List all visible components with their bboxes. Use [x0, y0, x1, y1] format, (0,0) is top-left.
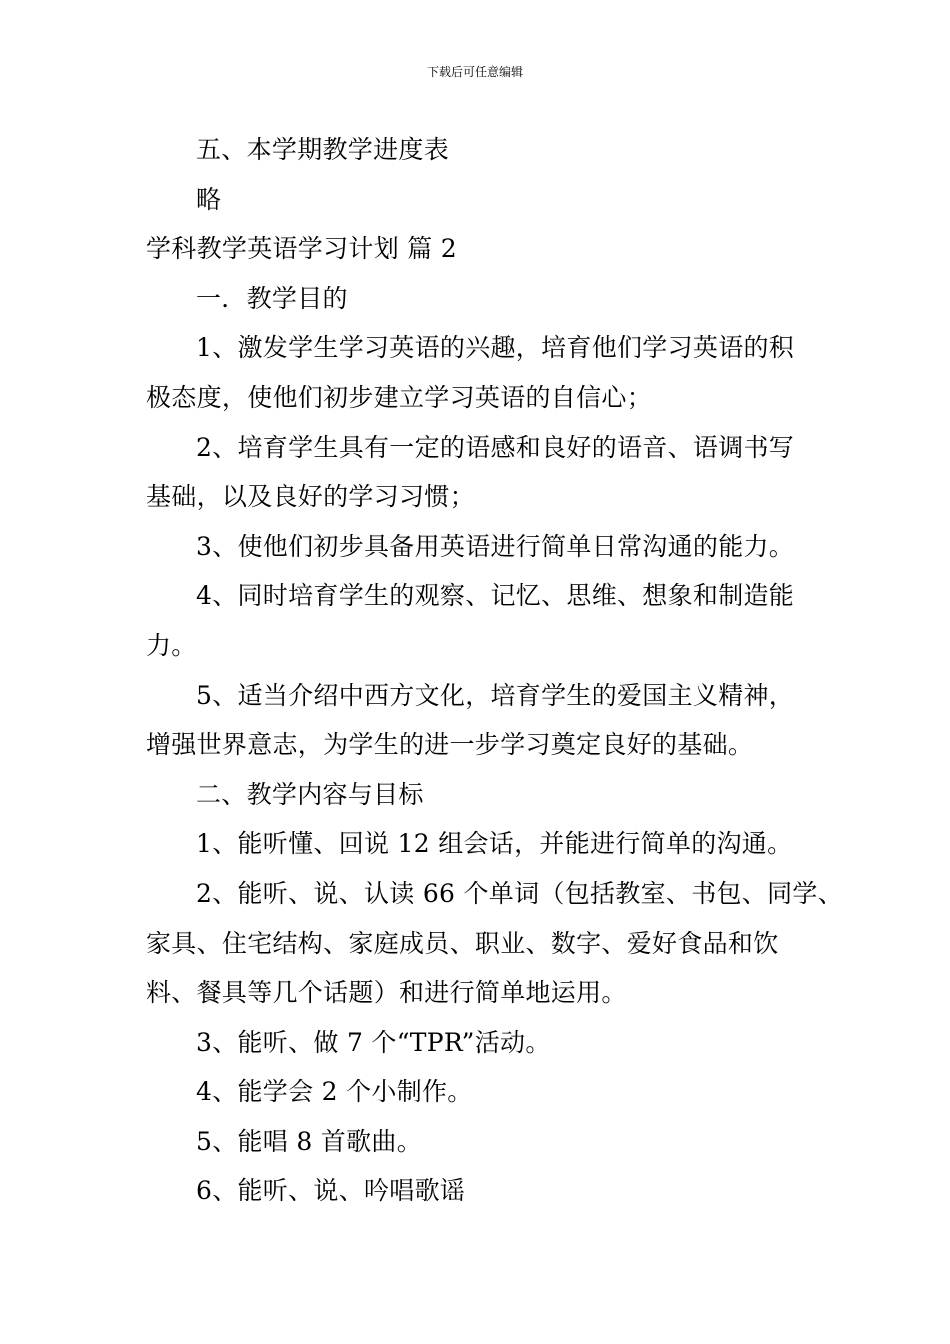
- paragraph-line: 1、激发学生学习英语的兴趣，培育他们学习英语的积: [196, 333, 795, 363]
- paragraph-line: 料、餐具等几个话题）和进行简单地运用。: [146, 978, 627, 1008]
- paragraph-line: 3、能听、做 7 个“TPR”活动。: [196, 1027, 551, 1057]
- paragraph-line: 4、同时培育学生的观察、记忆、思维、想象和制造能: [196, 581, 795, 611]
- section-heading-5: 五、本学期教学进度表: [196, 135, 450, 164]
- paragraph-line: 2、能听、说、认读 66 个单词（包括教室、书包、同学、: [196, 878, 844, 908]
- page-header-note: 下载后可任意编辑: [426, 65, 523, 79]
- paragraph-line: 极态度，使他们初步建立学习英语的自信心；: [146, 382, 653, 412]
- paragraph-line: 1、能听懂、回说 12 组会话，并能进行简单的沟通。: [196, 829, 793, 859]
- paragraph-line: 家具、住宅结构、家庭成员、职业、数字、爱好食品和饮: [146, 928, 779, 958]
- section-heading-2: 二、教学内容与目标: [196, 779, 424, 809]
- paragraph-line: 3、使他们初步具备用英语进行简单日常沟通的能力。: [196, 531, 795, 561]
- paragraph-line: 5、能唱 8 首歌曲。: [196, 1126, 423, 1156]
- paragraph-line: 4、能学会 2 个小制作。: [196, 1077, 473, 1107]
- paragraph-line: 基础，以及良好的学习习惯；: [146, 482, 475, 512]
- paragraph-line: 6、能听、说、吟唱歌谣: [196, 1176, 466, 1206]
- paragraph: 略: [196, 184, 222, 214]
- document-title: 学科教学英语学习计划 篇 2: [146, 234, 458, 264]
- section-heading-1: 一．教学目的: [196, 283, 348, 313]
- paragraph-line: 力。: [146, 630, 197, 660]
- paragraph-line: 增强世界意志，为学生的进一步学习奠定良好的基础。: [146, 730, 754, 760]
- paragraph-line: 2、培育学生具有一定的语感和良好的语音、语调书写: [196, 432, 795, 462]
- document-body: [146, 125, 844, 1216]
- paragraph-line: 5、适当介绍中西方文化，培育学生的爱国主义精神，: [196, 680, 795, 710]
